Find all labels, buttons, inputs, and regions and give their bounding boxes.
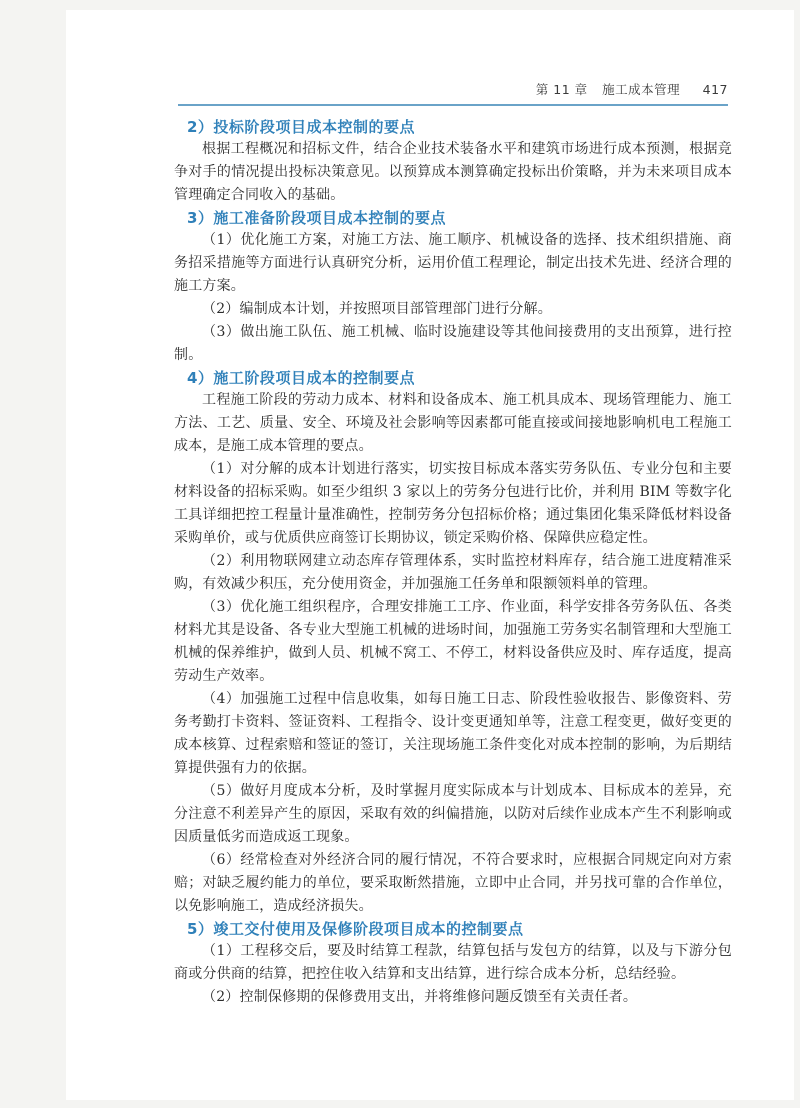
- paragraph: （3）优化施工组织程序，合理安排施工工序、作业面，科学安排各劳务队伍、各类材料尤其是设备、各专业大型施工机械的进场时间，加强施工劳务实名制管理和大型施工机械的保养维护，做到人员、机械不窝工、不停工，材料设备供应及时、库存适度，提高劳动生产效率。: [174, 599, 732, 684]
- header-rule: [178, 104, 728, 106]
- paragraph: （4）加强施工过程中信息收集，如每日施工日志、阶段性验收报告、影像资料、劳务考勤打卡资料、签证资料、工程指令、设计变更通知单等，注意工程变更，做好变更的成本核算、过程索赔和签证的签订，关注现场施工条件变化对成本控制的影响，为后期结算提供强有力的依据。: [174, 691, 732, 776]
- paragraph: （1）优化施工方案，对施工方法、施工顺序、机械设备的选择、技术组织措施、商务招采措施等方面进行认真研究分析，运用价值工程理论，制定出技术先进、经济合理的施工方案。: [174, 232, 732, 294]
- paragraph: （5）做好月度成本分析，及时掌握月度实际成本与计划成本、目标成本的差异，充分注意不利差异产生的原因，采取有效的纠偏措施，以防对后续作业成本产生不利影响或因质量低劣而造成返工现象。: [174, 783, 732, 845]
- page-body: [174, 116, 732, 1009]
- paragraph: （2）编制成本计划，并按照项目部管理部门进行分解。: [202, 301, 552, 317]
- chapter-title: 施工成本管理: [602, 82, 681, 97]
- paragraph: （2）控制保修期的保修费用支出，并将维修问题反馈至有关责任者。: [202, 989, 638, 1005]
- paragraph: （2）利用物联网建立动态库存管理体系，实时监控材料库存，结合施工进度精准采购，有效减少积压，充分使用资金，并加强施工任务单和限额领料单的管理。: [174, 553, 732, 592]
- paragraph: 工程施工阶段的劳动力成本、材料和设备成本、施工机具成本、现场管理能力、施工方法、工艺、质量、安全、环境及社会影响等因素都可能直接或间接地影响机电工程施工成本，是施工成本管理的要点。: [174, 392, 732, 454]
- page-number: 417: [702, 82, 728, 97]
- paragraph: （6）经常检查对外经济合同的履行情况，不符合要求时，应根据合同规定向对方索赔；对缺乏履约能力的单位，要采取断然措施，立即中止合同，并另找可靠的合作单位，以免影响施工，造成经济损失。: [174, 852, 732, 914]
- paragraph: （1）对分解的成本计划进行落实，切实按目标成本落实劳务队伍、专业分包和主要材料设备的招标采购。如至少组织 3 家以上的劳务分包进行比价，并利用 BIM 等数字化工具详细把控工程量计量准确性，控制劳务分包招标价格；通过集团化集采降低材料设备采购单价，或与优质供应商签订长期协议，锁定采购价格、保障供应稳定性。: [174, 461, 732, 546]
- section-heading: 4）施工阶段项目成本的控制要点: [187, 369, 415, 387]
- section-heading: 2）投标阶段项目成本控制的要点: [187, 118, 415, 136]
- paragraph: 根据工程概况和招标文件，结合企业技术装备水平和建筑市场进行成本预测，根据竞争对手的情况提出投标决策意见。以预算成本测算确定投标出价策略，并为未来项目成本管理确定合同收入的基础。: [174, 141, 732, 203]
- section-heading: 5）竣工交付使用及保修阶段项目成本的控制要点: [187, 920, 524, 938]
- chapter-number: 第 11 章: [535, 82, 588, 97]
- running-header: [536, 80, 728, 98]
- paragraph: （1）工程移交后，要及时结算工程款，结算包括与发包方的结算，以及与下游分包商或分供商的结算，把控住收入结算和支出结算，进行综合成本分析，总结经验。: [174, 943, 732, 982]
- section-heading: 3）施工准备阶段项目成本控制的要点: [187, 209, 446, 227]
- paragraph: （3）做出施工队伍、施工机械、临时设施建设等其他间接费用的支出预算，进行控制。: [174, 324, 732, 363]
